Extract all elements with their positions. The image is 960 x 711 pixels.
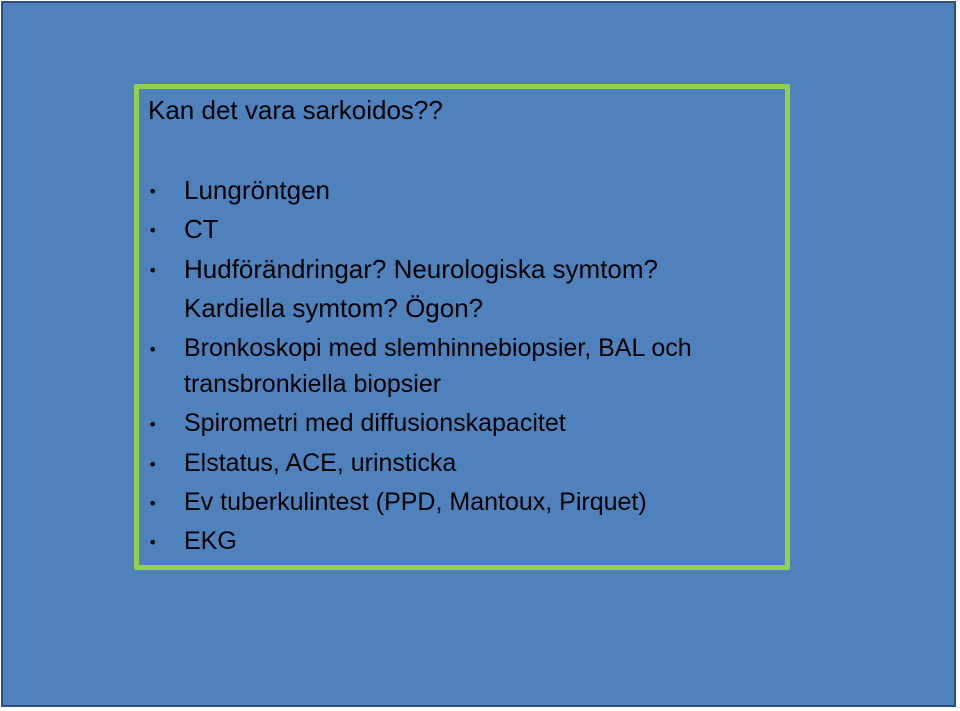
bullet-text: Hudförändringar? Neurologiska symtom?: [184, 254, 659, 284]
bullet-icon: •: [148, 182, 158, 201]
bullet-text: Spirometri med diffusionskapacitet: [184, 409, 566, 437]
bullet-icon: •: [148, 340, 158, 359]
bullet-text: Bronkoskopi med slemhinnebiopsier, BAL och: [184, 334, 692, 362]
bullet-icon: •: [148, 533, 158, 552]
bullet-icon: •: [148, 494, 158, 513]
bullet-text: Elstatus, ACE, urinsticka: [184, 449, 457, 477]
bullet-text: transbronkiella biopsier: [184, 370, 442, 398]
bullet-icon: •: [148, 455, 158, 474]
bullet-icon: •: [148, 221, 158, 240]
bullet-icon: •: [148, 261, 158, 280]
slide-title: Kan det vara sarkoidos??: [148, 95, 443, 125]
bullet-text: EKG: [184, 527, 237, 555]
bullet-text: Kardiella symtom? Ögon?: [184, 293, 484, 323]
bullet-text: CT: [184, 214, 219, 244]
bullet-text: Ev tuberkulintest (PPD, Mantoux, Pirquet): [184, 488, 647, 516]
bullet-icon: •: [148, 415, 158, 434]
bullet-text: Lungröntgen: [184, 175, 331, 205]
